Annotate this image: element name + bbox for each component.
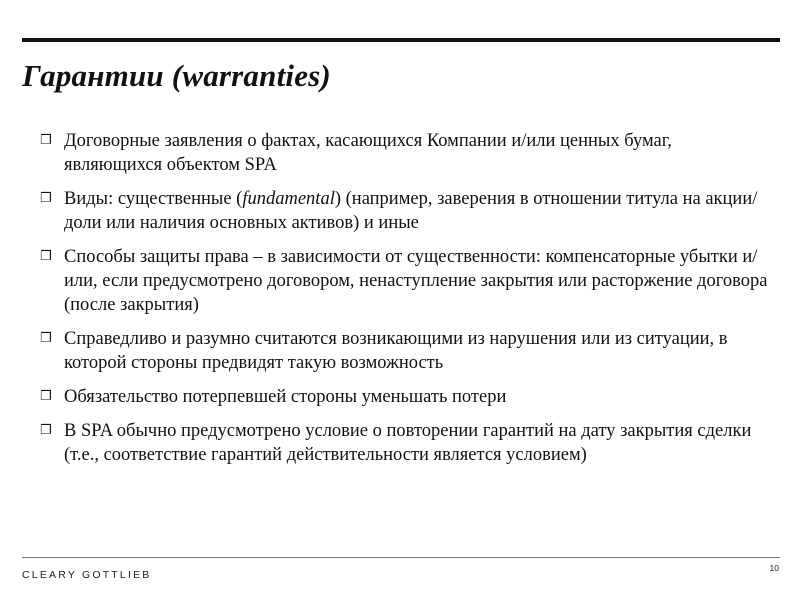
list-item xyxy=(40,419,770,467)
list-item xyxy=(40,385,770,409)
bottom-divider xyxy=(22,557,780,558)
checkbox-icon: ❒ xyxy=(40,249,52,264)
brand-logo: CLEARY GOTTLIEB xyxy=(22,569,152,581)
bullet-text-part: Виды: существенные ( xyxy=(64,189,243,209)
bullet-text-part: ) (например, заверения в отношении титула на акции/доли или наличия основных активов) и иные xyxy=(64,189,758,233)
list-item xyxy=(40,129,770,177)
top-divider xyxy=(22,38,780,42)
list-item xyxy=(40,327,770,375)
checkbox-icon: ❒ xyxy=(40,191,52,206)
list-item xyxy=(40,245,770,317)
checkbox-icon: ❒ xyxy=(40,331,52,346)
bullet-text-italic: fundamental xyxy=(242,189,335,209)
checkbox-icon: ❒ xyxy=(40,389,52,404)
list-item xyxy=(40,187,770,235)
page-number: 10 xyxy=(769,563,779,573)
checkbox-icon: ❒ xyxy=(40,423,52,438)
bullet-text: Справедливо и разумно считаются возникающими из нарушения или из ситуации, в которой стороны предвидят такую возможность xyxy=(64,329,728,373)
bullet-text xyxy=(64,189,757,233)
slide-title: Гарантии (warranties) xyxy=(22,58,331,93)
bullet-text: Договорные заявления о фактах, касающихся Компании и/или ценных бумаг, являющихся объектом SPA xyxy=(64,131,672,175)
bullet-text: Способы защиты права – в зависимости от существенности: компенсаторные убытки и/или, если предусмотрено договором, ненаступление закрытия или расторжение договора (после закрытия) xyxy=(64,247,768,315)
bullet-text: В SPA обычно предусмотрено условие о повторении гарантий на дату закрытия сделки (т.е., соответствие гарантий действительности является условием) xyxy=(64,421,752,465)
checkbox-icon: ❒ xyxy=(40,133,52,148)
bullet-list xyxy=(40,129,770,477)
bullet-text: Обязательство потерпевшей стороны уменьшать потери xyxy=(64,387,507,407)
